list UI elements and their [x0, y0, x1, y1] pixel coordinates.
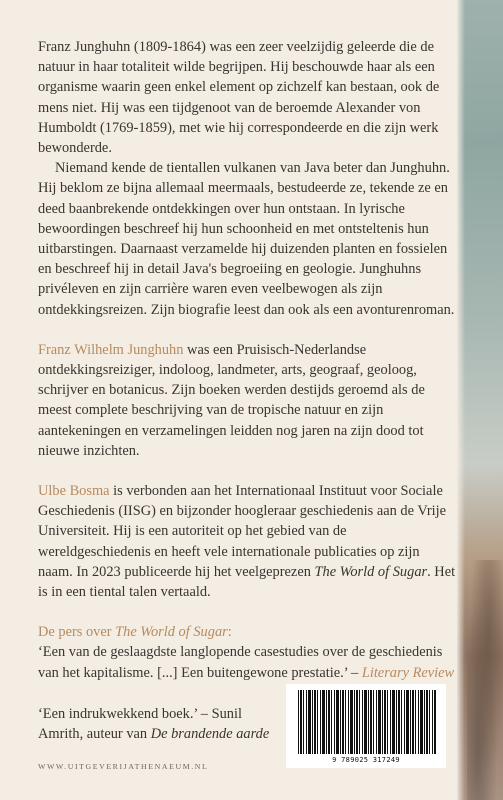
author-bio: [38, 481, 456, 602]
press-quote-text: ‘Een van de geslaagdste langlopende casestudies over de geschiedenis van het kapitalisme. [...] Een buitengewone prestatie.’: [38, 644, 443, 681]
cover-art-strip: [457, 0, 503, 800]
author-bio-text-1: is verbonden aan het Internationaal Instituut voor Sociale Geschiedenis (IISG) en bijzonder hoogleraar geschiedenis aan de Vrije Universiteit. Hij is een autoriteit op het gebied van de wereldgeschiedenis en heeft vele internationale publicaties op zijn naam. In 2023 publiceerde hij het veelgeprezen: [38, 483, 447, 580]
blurb-column: [38, 37, 456, 683]
isbn-barcode: [286, 684, 446, 768]
blurb-paragraph-2: Niemand kende de tientallen vulkanen van Java beter dan Junghuhn. Hij beklom ze bijna allemaal meermaals, bestudeerde ze, tekende ze en deed baanbrekende ontdekkingen over hun ontstaan. In lyrische bewoordingen beschreef hij hun schoonheid en met ontsteltenis hun uitbarstingen. Daarnaast verzamelde hij duizenden planten en fossielen en beschreef hij in detail Java's begroeiing en geologie. Junghuhns privéleven en zijn carrière waren even veelbewogen als zijn ontdekkingsreizen. Zijn biografie leest dan ook als een avonturenroman.: [38, 160, 455, 318]
press-heading-title: The World of Sugar: [115, 624, 228, 641]
blurb-paragraph-1: Franz Junghuhn (1809-1864) was een zeer veelzijdig geleerde die de natuur in haar totaliteit wilde begrijpen. Hij beschouwde haar als een organisme waarin geen enkel element op zichzelf kan bestaan, ook de mens niet. Hij was een tijdgenoot van de beroemde Alexander von Humboldt (1769-1859), met wie hij correspondeerde en die zijn werk bewonderde.: [38, 39, 440, 157]
barcode-bars: [298, 690, 436, 754]
author-name: Ulbe Bosma: [38, 483, 110, 500]
subject-bio-text: was een Pruisisch-Nederlandse ontdekkingsreiziger, indoloog, landmeter, arts, geograaf, geoloog, schrijver en botanicus. Zijn boeken werden destijds geroemd als de meest complete beschrijving van de tropische natuur en zijn aantekeningen en verzamelingen leidden nog jaren na zijn dood tot nieuwe inzichten.: [38, 341, 425, 459]
publisher-url: WWW.UITGEVERIJATHENAEUM.NL: [38, 762, 209, 771]
bottom-quote-book: De brandende aarde: [150, 726, 270, 743]
author-bio-text-2: . Het is in een tiental talen vertaald.: [38, 563, 456, 601]
press-heading-prefix: De pers over: [38, 624, 116, 641]
subject-bio: [38, 340, 456, 461]
bottom-quote-text: ‘Een indrukwekkend boek.’: [38, 706, 198, 722]
barcode-number: 9 789025 317249: [332, 756, 400, 764]
press-quote-source: Literary Review: [361, 664, 455, 681]
press-quote-separator: –: [347, 664, 362, 681]
bottom-quote-separator: –: [197, 706, 212, 722]
press-quote: [38, 642, 456, 682]
subject-name: Franz Wilhelm Junghuhn: [38, 341, 184, 358]
press-heading-suffix: :: [227, 624, 232, 641]
bottom-quote: [38, 704, 283, 744]
bottom-quote-author: Sunil Amrith, auteur van: [38, 706, 242, 743]
author-book-title: The World of Sugar: [314, 563, 428, 580]
press-heading: [38, 622, 456, 642]
